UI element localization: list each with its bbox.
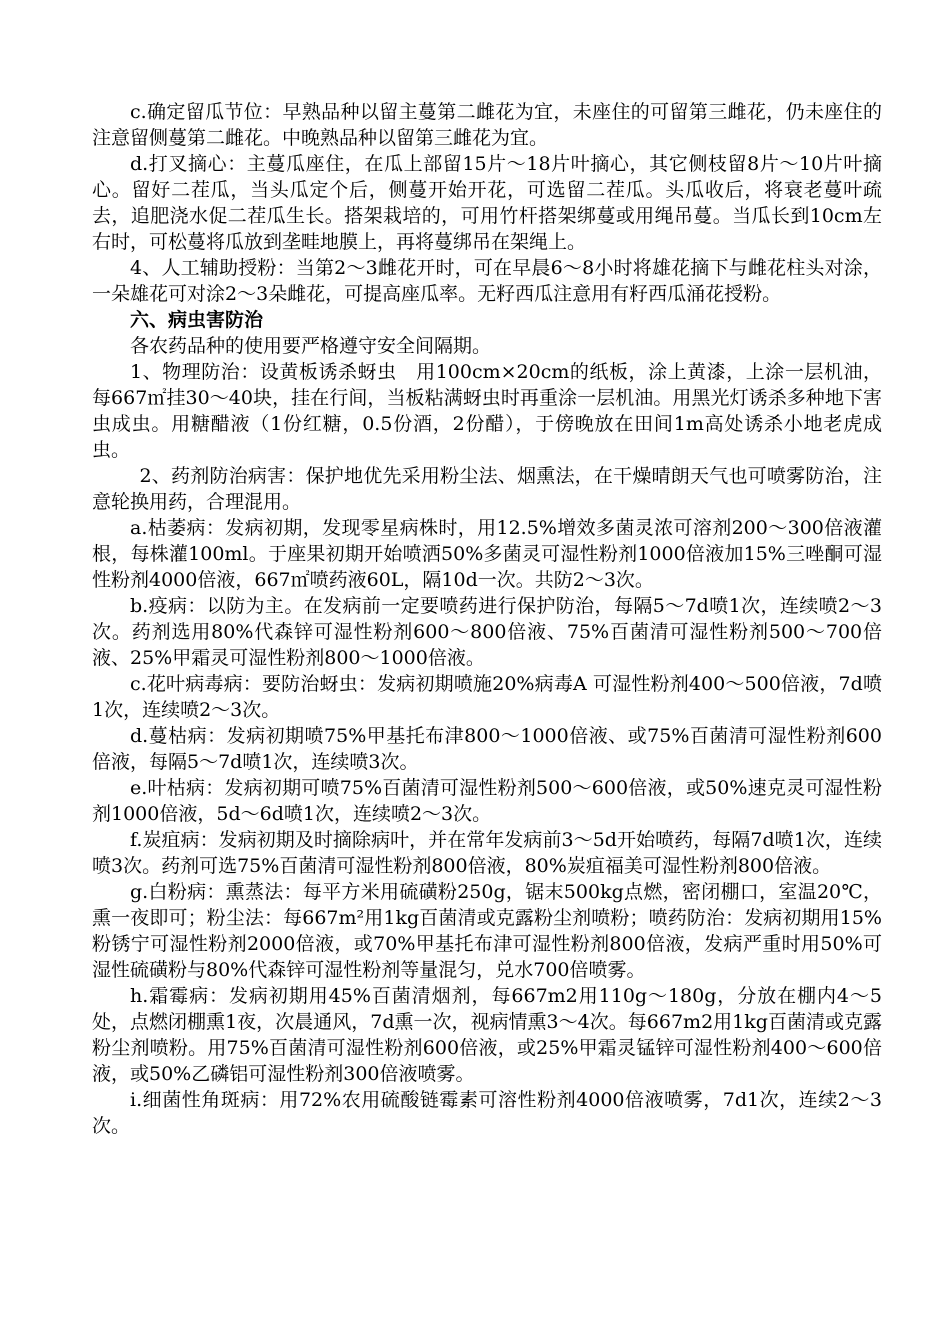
paragraph-c-mosaic-virus: c.花叶病毒病：要防治蚜虫：发病初期喷施20%病毒A 可湿性粉剂400～500倍液，7d喷1次，连续喷2～3次。 (92, 673, 882, 721)
paragraph-d-pruning-topping: d.打叉摘心：主蔓瓜座住，在瓜上部留15片～18片叶摘心，其它侧枝留8片～10片叶摘心。留好二茬瓜，当头瓜定个后，侧蔓开始开花，可选留二茬瓜。头瓜收后，将衰老蔓叶疏去，追肥浇水促二茬瓜生长。搭架栽培的，可用竹杆搭架绑蔓或用绳吊蔓。当瓜长到10cm左右时，可松蔓将瓜放到垄畦地膜上，再将蔓绑吊在架绳上。 (92, 153, 882, 253)
paragraph-g-powdery-mildew: g.白粉病：熏蒸法：每平方米用硫磺粉250g，锯末500kg点燃，密闭棚口，室温20℃，熏一夜即可；粉尘法：每667m²用1kg百菌清或克露粉尘剂喷粉；喷药防治：发病初期用15%粉锈宁可湿性粉剂2000倍液，或70%甲基托布津可湿性粉剂800倍液，发病严重时用50%可湿性硫磺粉与80%代森锌可湿性粉剂等量混匀，兑水700倍喷雾。 (92, 881, 882, 981)
paragraph-4-artificial-pollination: 4、人工辅助授粉：当第2～3雌花开时，可在早晨6～8小时将雄花摘下与雌花柱头对涂，一朵雄花可对涂2～3朵雌花，可提高座瓜率。无籽西瓜注意用有籽西瓜涌花授粉。 (92, 257, 882, 305)
paragraph-c-setting-melon-node: c.确定留瓜节位：早熟品种以留主蔓第二雌花为宜，未座住的可留第三雌花，仍未座住的注意留侧蔓第二雌花。中晚熟品种以留第三雌花为宜。 (92, 101, 882, 149)
paragraph-f-anthracnose: f.炭疽病：发病初期及时摘除病叶，并在常年发病前3～5d开始喷药，每隔7d喷1次，连续喷3次。药剂可选75%百菌清可湿性粉剂800倍液，80%炭疽福美可湿性粉剂800倍液。 (92, 829, 882, 877)
document-body (92, 99, 882, 1139)
paragraph-i-angular-leaf-spot: i.细菌性角斑病：用72%农用硫酸链霉素可溶性粉剂4000倍液喷雾，7d1次，连续2～3次。 (92, 1089, 882, 1137)
paragraph-1-physical-control: 1、物理防治：设黄板诱杀蚜虫 用100cm×20cm的纸板，涂上黄漆，上涂一层机油，每667㎡挂30～40块，挂在行间，当板粘满蚜虫时再重涂一层机油。用黑光灯诱杀多种地下害虫成虫。用糖醋液（1份红糖，0.5份酒，2份醋），于傍晚放在田间1m高处诱杀小地老虎成虫。 (92, 361, 882, 461)
paragraph-e-leaf-blight: e.叶枯病：发病初期可喷75%百菌清可湿性粉剂500～600倍液，或50%速克灵可湿性粉剂1000倍液，5d～6d喷1次，连续喷2～3次。 (92, 777, 882, 825)
paragraph-b-blight: b.疫病：以防为主。在发病前一定要喷药进行保护防治，每隔5～7d喷1次，连续喷2～3次。药剂选用80%代森锌可湿性粉剂600～800倍液、75%百菌清可湿性粉剂500～700倍液、25%甲霜灵可湿性粉剂800～1000倍液。 (92, 595, 882, 669)
section-6-heading: 六、病虫害防治 (130, 309, 264, 331)
paragraph-pesticide-interval: 各农药品种的使用要严格遵守安全间隔期。 (130, 335, 492, 357)
paragraph-d-gummy-stem-blight: d.蔓枯病：发病初期喷75%甲基托布津800～1000倍液、或75%百菌清可湿性粉剂600倍液，每隔5～7d喷1次，连续喷3次。 (92, 725, 882, 773)
paragraph-h-downy-mildew: h.霜霉病：发病初期用45%百菌清烟剂，每667m2用110g～180g，分放在棚内4～5处，点燃闭棚熏1夜，次晨通风，7d熏一次，视病情熏3～4次。每667m2用1kg百菌清或克露粉尘剂喷粉。用75%百菌清可湿性粉剂600倍液，或25%甲霜灵锰锌可湿性粉剂400～600倍液，或50%乙磷铝可湿性粉剂300倍液喷雾。 (92, 985, 882, 1085)
paragraph-2-chemical-control: 2、药剂防治病害：保护地优先采用粉尘法、烟熏法，在干燥晴朗天气也可喷雾防治，注意轮换用药，合理混用。 (92, 465, 882, 513)
paragraph-a-fusarium-wilt: a.枯萎病：发病初期，发现零星病株时，用12.5%增效多菌灵浓可溶剂200～300倍液灌根，每株灌100ml。于座果初期开始喷洒50%多菌灵可湿性粉剂1000倍液加15%三唑酮可湿性粉剂4000倍液，667㎡喷药液60L，隔10d一次。共防2～3次。 (92, 517, 882, 591)
